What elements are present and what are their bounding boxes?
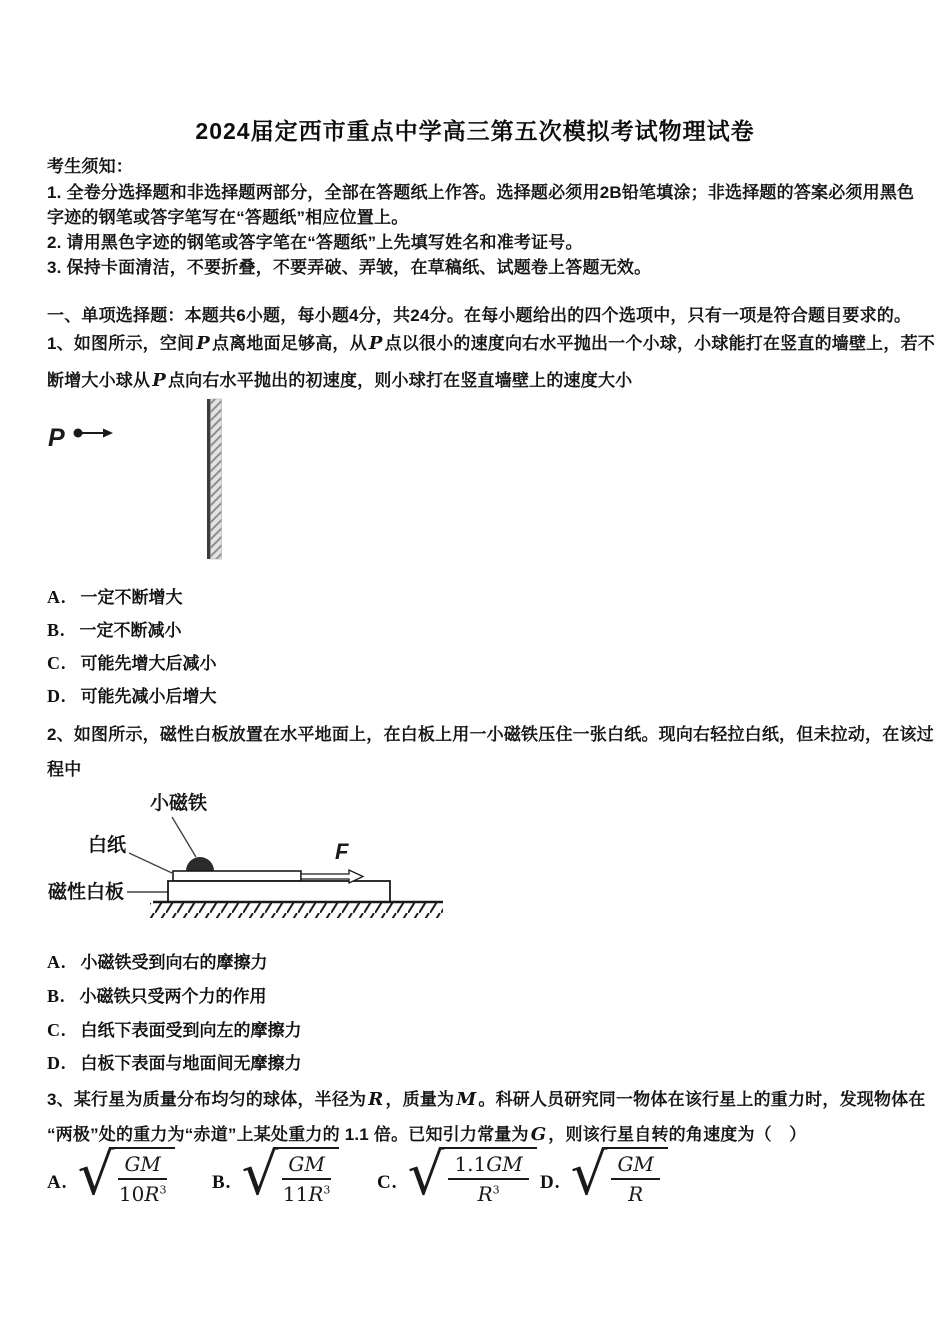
denominator xyxy=(628,1180,643,1206)
vertical-wall xyxy=(207,399,222,559)
option-text: 一定不断减小 xyxy=(79,621,182,640)
numerator-variable: GM xyxy=(124,1152,161,1176)
q3-options-row xyxy=(47,1140,907,1216)
magnet-shape xyxy=(186,857,214,871)
paper-shape xyxy=(173,871,301,881)
notice-line-4: 3. 保持卡面清洁，不要折叠，不要弄破、弄皱，在草稿纸、试题卷上答题无效。 xyxy=(47,258,652,277)
ground-hatching xyxy=(150,903,443,918)
magnet-leader-line xyxy=(172,817,196,857)
denominator xyxy=(478,1180,500,1206)
option-text: 可能先增大后减小 xyxy=(80,654,217,673)
option-text: 可能先减小后增大 xyxy=(80,687,217,706)
q1-run-5: 点向右水平抛出的初速度，则小球打在竖直墙壁上的速度大小 xyxy=(167,371,633,390)
q2-option-d xyxy=(47,1049,302,1074)
q1-run-3: 点以很小的速度向右水平抛出一个小球，小球能打在竖直的墙壁上，若不 xyxy=(384,334,935,353)
board-shape xyxy=(168,881,390,902)
denominator-variable: R xyxy=(628,1182,644,1206)
q2-option-a xyxy=(47,948,268,973)
q3-option-b xyxy=(212,1140,339,1208)
q3-option-a xyxy=(47,1140,175,1208)
paper-leader-line xyxy=(129,853,172,873)
denominator-exponent: 3 xyxy=(492,1183,500,1197)
option-letter: D. xyxy=(47,1053,67,1073)
option-text: 一定不断增大 xyxy=(80,588,183,607)
q3-run-2: ，质量为 xyxy=(385,1090,455,1109)
sqrt-expression xyxy=(241,1140,338,1208)
velocity-arrow-head xyxy=(103,429,113,438)
q1-text-line1 xyxy=(47,329,935,354)
q1-run-4: 断增大小球从 xyxy=(47,371,151,390)
option-letter: C. xyxy=(377,1172,398,1193)
radical-sign: √ xyxy=(77,1140,115,1208)
numerator-variable: GM xyxy=(617,1152,654,1176)
radical-sign: √ xyxy=(570,1140,608,1208)
radical-sign: √ xyxy=(241,1140,279,1208)
radical-sign: √ xyxy=(407,1140,445,1208)
q1-option-b xyxy=(47,616,182,641)
q3-run-1: 3、某行星为质量分布均匀的球体，半径为 xyxy=(47,1090,367,1109)
option-letter: B. xyxy=(47,620,66,640)
denominator-variable: R xyxy=(477,1182,493,1206)
q1-option-a xyxy=(47,583,183,608)
wall-hatch-body xyxy=(211,399,222,559)
q1-figure-projectile-wall xyxy=(45,398,245,573)
denominator-variable: R xyxy=(144,1182,160,1206)
notice-line-1: 1. 全卷分选择题和非选择题两部分，全部在答题纸上作答。选择题必须用2B铅笔填涂；非选择题的答案必须用黑色 xyxy=(47,183,915,202)
fraction xyxy=(440,1147,536,1206)
denominator xyxy=(119,1180,167,1206)
q2-figure-whiteboard xyxy=(45,785,455,940)
point-P-dot xyxy=(74,429,83,438)
q2-option-b xyxy=(47,982,267,1007)
numerator-coefficient: 1.1 xyxy=(454,1152,487,1176)
q3-run-5: ，则该行星自转的角速度为（ ） xyxy=(548,1125,807,1144)
force-label: F xyxy=(335,839,349,864)
section-1-heading: 一、单项选择题：本题共6小题，每小题4分，共24分。在每小题给出的四个选项中，只有一项是符合题目要求的。 xyxy=(47,306,912,325)
q2-figure-svg xyxy=(45,785,455,935)
option-letter: C. xyxy=(47,1020,67,1040)
denominator-coefficient: 11 xyxy=(282,1182,309,1206)
fraction xyxy=(110,1147,174,1206)
option-letter: D. xyxy=(540,1172,561,1193)
q3-text-line1 xyxy=(47,1085,926,1110)
option-letter: D. xyxy=(47,686,67,706)
var-M: M xyxy=(456,1089,477,1110)
option-letter: B. xyxy=(212,1172,232,1193)
denominator-coefficient: 10 xyxy=(118,1182,145,1206)
denominator xyxy=(283,1180,331,1206)
magnet-label: 小磁铁 xyxy=(150,793,208,814)
var-P: P xyxy=(368,333,383,354)
denominator-exponent: 3 xyxy=(323,1183,331,1197)
q1-text-line2 xyxy=(47,366,909,391)
numerator xyxy=(448,1152,528,1180)
var-P: P xyxy=(196,333,211,354)
option-letter: A. xyxy=(47,1172,68,1193)
option-text: 白纸下表面受到向左的摩擦力 xyxy=(80,1021,302,1040)
q3-option-d xyxy=(540,1140,668,1208)
q2-text-line1: 2、如图所示，磁性白板放置在水平地面上，在白板上用一小磁铁压住一张白纸。现向右轻拉白纸，但未拉动，在该过 xyxy=(47,725,934,744)
q3-option-c xyxy=(377,1140,537,1208)
fraction xyxy=(274,1147,338,1206)
numerator xyxy=(611,1152,659,1180)
option-text: 小磁铁受到向右的摩擦力 xyxy=(80,953,268,972)
q3-run-4: “两极”处的重力为“赤道”上某处重力的 1.1 倍。已知引力常量为 xyxy=(47,1125,529,1144)
option-letter: A. xyxy=(47,952,67,972)
q2-option-c xyxy=(47,1016,302,1041)
option-letter: C. xyxy=(47,653,67,673)
numerator-variable: GM xyxy=(486,1152,523,1176)
q1-run-2: 点离地面足够高，从 xyxy=(212,334,367,353)
var-G: G xyxy=(530,1124,547,1145)
q2-text-line2: 程中 xyxy=(47,760,82,779)
denominator-variable: R xyxy=(308,1182,324,1206)
numerator xyxy=(282,1152,330,1180)
wall-face-line xyxy=(207,399,211,559)
var-P: P xyxy=(152,370,166,391)
fraction xyxy=(603,1147,667,1206)
option-text: 白板下表面与地面间无摩擦力 xyxy=(80,1054,302,1073)
notice-heading: 考生须知： xyxy=(47,157,133,176)
board-label: 磁性白板 xyxy=(48,882,125,903)
numerator xyxy=(118,1152,166,1180)
option-letter: A. xyxy=(47,587,67,607)
q1-option-d xyxy=(47,682,217,707)
numerator-variable: GM xyxy=(288,1152,325,1176)
q3-run-3: 。科研人员研究同一物体在该行星上的重力时，发现物体在 xyxy=(478,1090,926,1109)
option-text: 小磁铁只受两个力的作用 xyxy=(79,987,267,1006)
point-P-label: P xyxy=(48,424,65,452)
sqrt-expression xyxy=(407,1140,536,1208)
denominator-exponent: 3 xyxy=(159,1183,167,1197)
notice-line-3: 2. 请用黑色字迹的钢笔或答字笔在“答题纸”上先填写姓名和准考证号。 xyxy=(47,233,583,252)
notice-line-2: 字迹的钢笔或答字笔写在“答题纸”相应位置上。 xyxy=(47,208,409,227)
q3-text-line2 xyxy=(47,1120,909,1145)
option-letter: B. xyxy=(47,986,66,1006)
q1-run-1: 1、如图所示，空间 xyxy=(47,334,195,353)
page-title: 2024届定西市重点中学高三第五次模拟考试物理试卷 xyxy=(195,118,755,144)
sqrt-expression xyxy=(570,1140,667,1208)
q1-figure-svg xyxy=(45,398,245,568)
sqrt-expression xyxy=(77,1140,174,1208)
paper-label: 白纸 xyxy=(88,835,127,856)
q1-option-c xyxy=(47,649,217,674)
var-R: R xyxy=(368,1089,384,1110)
